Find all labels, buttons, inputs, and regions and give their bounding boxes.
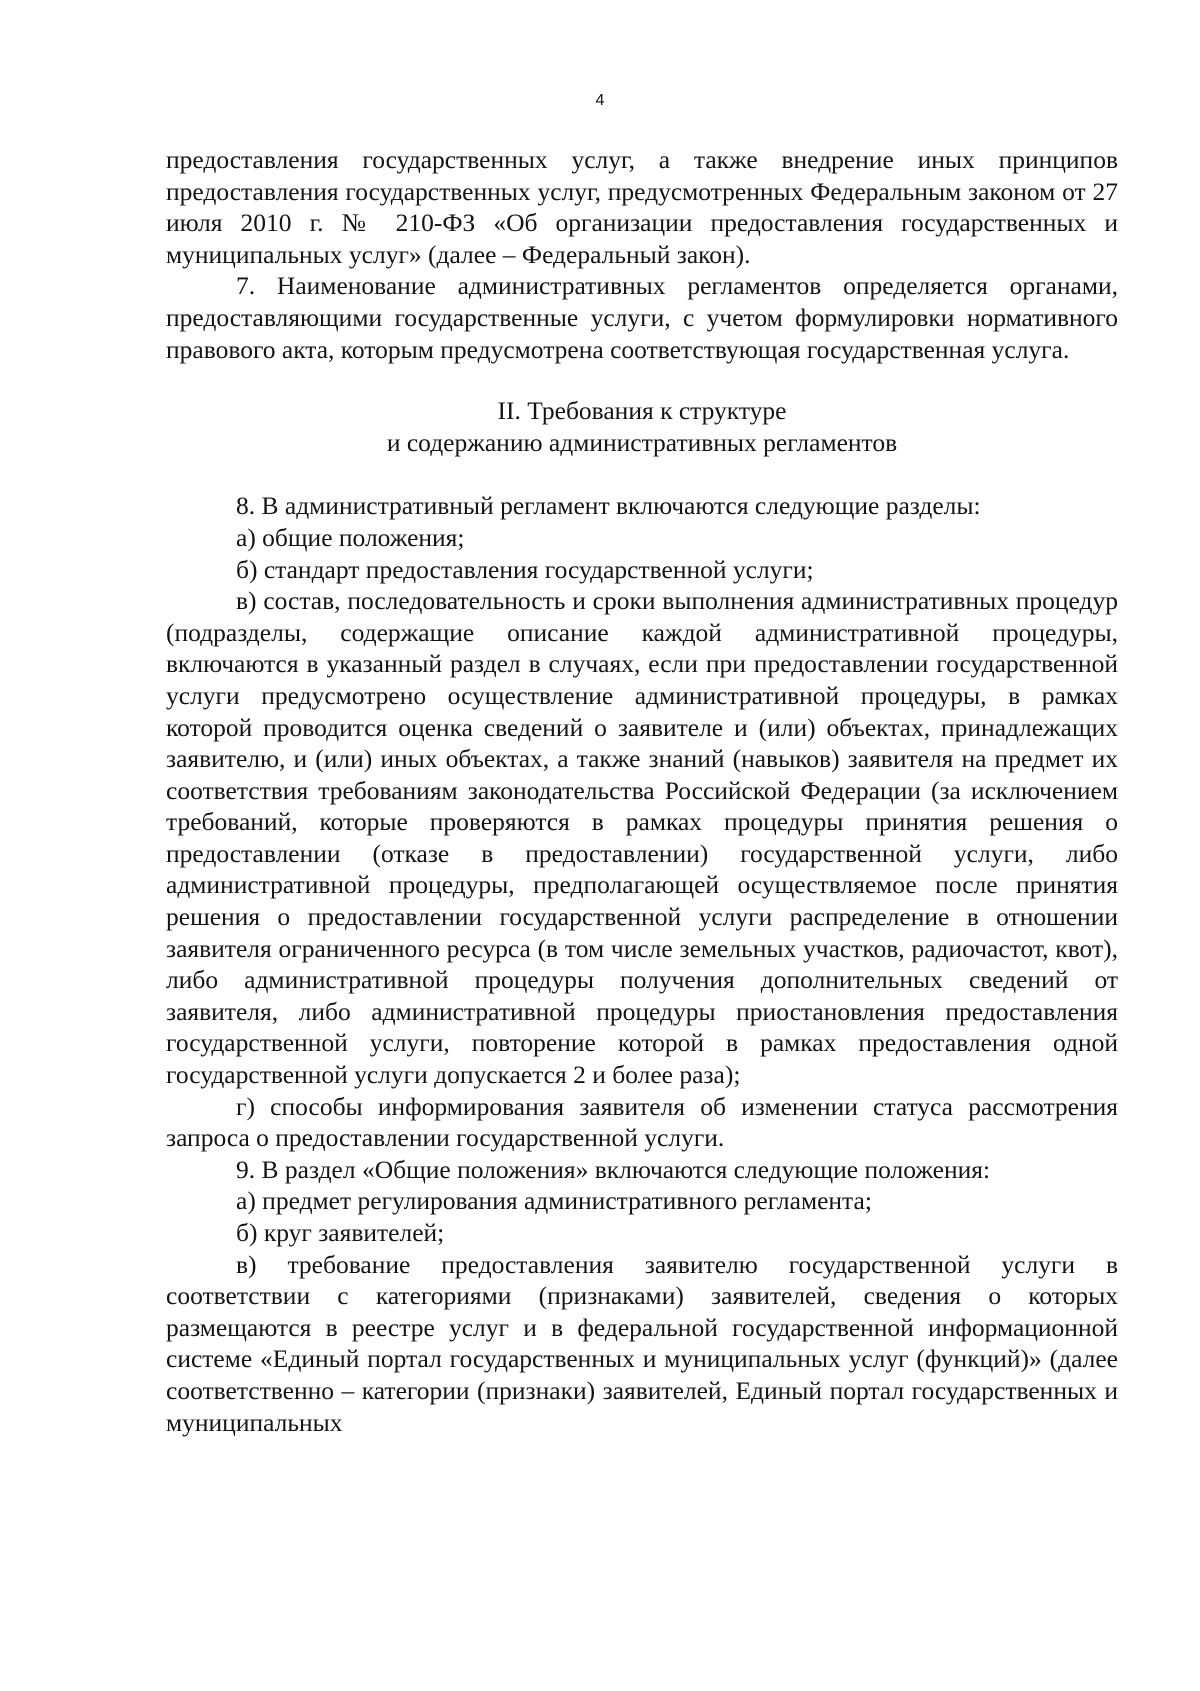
paragraph-9-v: в) требование предоставления заявителю государственной услуги в соответствии с категориями (признаками) заявителей, сведения о которых размещаются в реестре услуг и в федеральной государственной информационной системе «Единый портал государственных и муниципальных услуг (функций)» (далее соответственно – категории (признаки) заявителей, Единый портал государственных и муниципальных [166, 1249, 1118, 1437]
document-body [166, 144, 1118, 1438]
section-heading [166, 395, 1118, 458]
paragraph-8-a: а) общие положения; [236, 522, 465, 552]
paragraph-9-a: а) предмет регулирования административного регламента; [236, 1186, 872, 1216]
section-heading-line-1: II. Требования к структуре [497, 396, 787, 426]
page-number: 4 [595, 92, 605, 109]
paragraph-8-v: в) состав, последовательность и сроки выполнения административных процедур (подразделы, содержащие описание каждой административной процедуры, включаются в указанный раздел в случаях, если при предоставлении государственной услуги предусмотрено осуществление административной процедуры, в рамках которой проводится оценка сведений о заявителе и (или) объектах, принадлежащих заявителю, и (или) иных объектах, а также знаний (навыков) заявителя на предмет их соответствия требованиям законодательства Российской Федерации (за исключением требований, которые проверяются в рамках процедуры принятия решения о предоставлении (отказе в предоставлении) государственной услуги, либо административной процедуры, предполагающей осуществляемое после принятия решения о предоставлении государственной услуги распределение в отношении заявителя ограниченного ресурса (в том числе земельных участков, радиочастот, квот), либо административной процедуры получения дополнительных сведений от заявителя, либо административной процедуры приостановления предоставления государственной услуги, повторение которой в рамках предоставления одной государственной услуги допускается 2 и более раза); [166, 586, 1118, 1090]
paragraph-8-g: г) способы информирования заявителя об изменении статуса рассмотрения запроса о предоставлении государственной услуги. [166, 1091, 1118, 1153]
paragraph-9: 9. В раздел «Общие положения» включаются следующие положения: [236, 1154, 991, 1184]
paragraph-9-b: б) круг заявителей; [236, 1218, 445, 1247]
paragraph-continuation: предоставления государственных услуг, а также внедрение иных принципов предоставления государственных услуг, предусмотренных Федеральным законом от 27 июля 2010 г. № 210-ФЗ «Об организации предоставления государственных и муниципальных услуг» (далее – Федеральный закон). [166, 145, 1118, 269]
paragraph-8: 8. В административный регламент включаются следующие разделы: [236, 491, 981, 521]
section-heading-line-2: и содержанию административных регламентов [386, 427, 898, 457]
paragraph-7: 7. Наименование административных регламентов определяется органами, предоставляющими государственные услуги, с учетом формулировки нормативного правового акта, которым предусмотрена соответствующая государственная услуга. [166, 271, 1118, 364]
paragraph-8-b: б) стандарт предоставления государственной услуги; [236, 554, 814, 584]
